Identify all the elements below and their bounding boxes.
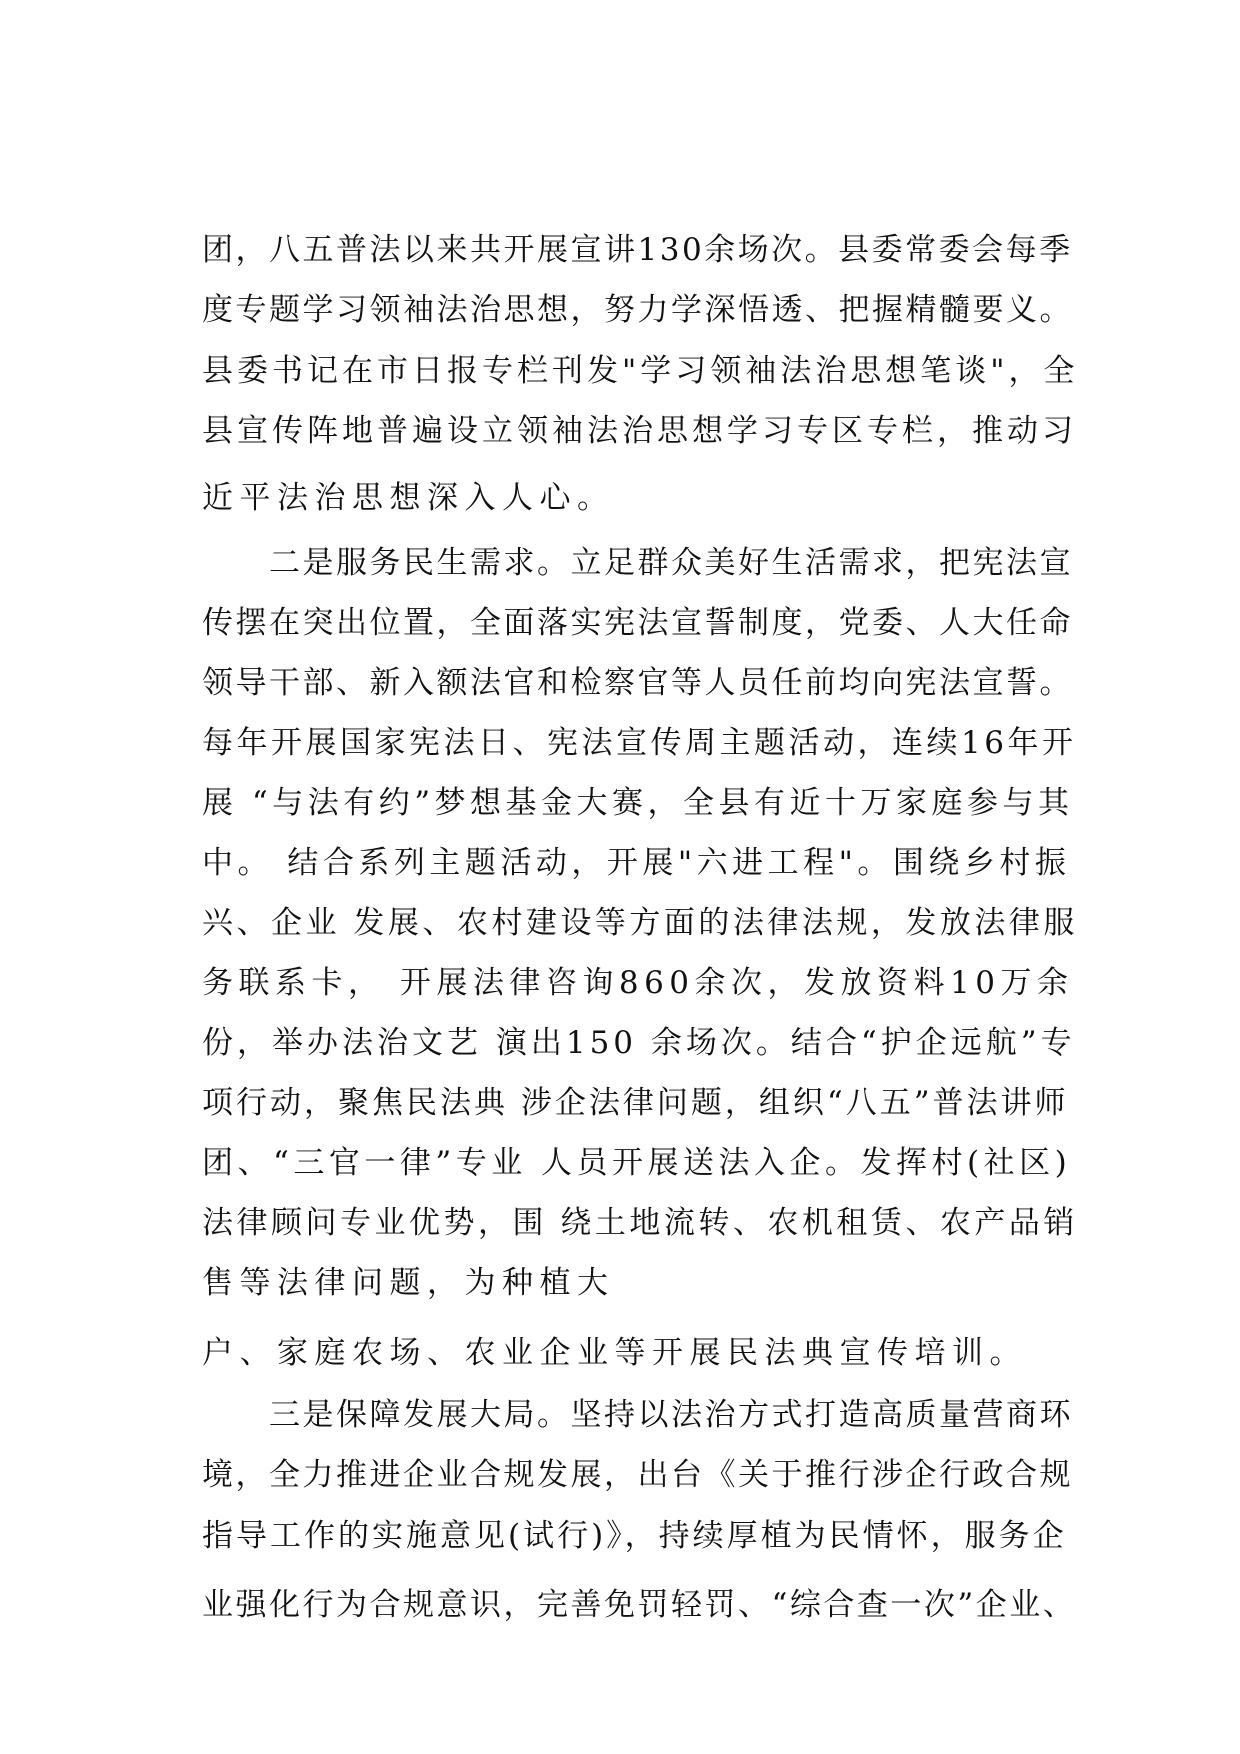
paragraph-line: 领导干部、新入额法官和检察官等人员任前均向宪法宣誓。 [202,665,1073,701]
paragraph-line: 每年开展国家宪法日、宪法宣传周主题活动，连续16年开 [202,725,1077,761]
paragraph-line: 中。 结合系列主题活动，开展"六进工程"。围绕乡村振 [202,845,1071,881]
paragraph-line: 兴、企业 发展、农村建设等方面的法律法规，发放法律服 [202,905,1078,941]
paragraph-line: 份，举办法治文艺 演出150 余场次。结合“护企远航”专 [202,1025,1076,1061]
paragraph-line: 二是服务民生需求。立足群众美好生活需求，把宪法宣 [202,545,1073,581]
paragraph-line: 县委书记在市日报专栏刊发"学习领袖法治思想笔谈"，全 [202,353,1079,389]
paragraph-line: 指导工作的实施意见(试行)》，持续厚植为民情怀，服务企 [202,1518,1067,1554]
paragraph-line: 务联系卡， 开展法律咨询860余次，发放资料10万余 [202,965,1074,1001]
paragraph-line: 县宣传阵地普遍设立领袖法治思想学习专区专栏，推动习 [202,413,1077,449]
paragraph-line: 展 “与法有约”梦想基金大赛，全县有近十万家庭参与其 [202,785,1074,821]
paragraph-line: 法律顾问专业优势，围 绕土地流转、农机租赁、农产品销 [202,1205,1078,1241]
paragraph-line: 境，全力推进企业合规发展，出台《关于推行涉企行政合规 [202,1457,1073,1493]
paragraph-line: 项行动，聚焦民法典 涉企法律问题，组织“八五”普法讲师 [202,1085,1069,1121]
paragraph-line: 团，八五普法以来共开展宣讲130余场次。县委常委会每季 [202,232,1073,268]
paragraph-line: 团、“三官一律”专业 人员开展送法入企。发挥村(社区) [202,1145,1072,1181]
paragraph-line: 三是保障发展大局。坚持以法治方式打造高质量营商环 [202,1397,1073,1433]
paragraph-line: 售等法律问题，为种植大 [202,1265,615,1301]
paragraph-line: 业强化行为合规意识，完善免罚轻罚、“综合查一次”企业、 [202,1587,1077,1623]
paragraph-line: 度专题学习领袖法治思想，努力学深悟透、把握精髓要义。 [202,292,1073,328]
paragraph-line: 户、家庭农场、农业企业等开展民法典宣传培训。 [202,1335,1027,1371]
paragraph-line: 传摆在突出位置，全面落实宪法宣誓制度，党委、人大任命 [202,605,1073,641]
paragraph-line: 近平法治思想深入人心。 [202,480,615,516]
